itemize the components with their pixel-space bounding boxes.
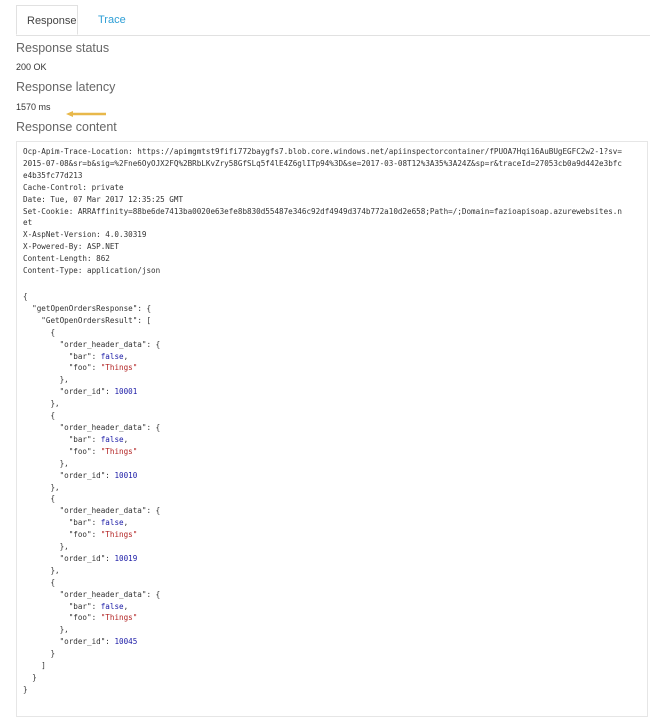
tab-trace[interactable]: Trace <box>98 14 126 26</box>
response-content-label: Response content <box>16 120 117 134</box>
json-brace: { <box>23 292 28 301</box>
header-line: X-AspNet-Version: 4.0.30319 <box>23 230 147 240</box>
tab-response[interactable]: Response <box>16 5 78 35</box>
json-number-value: 10001 <box>114 387 138 397</box>
json-punct: : <box>91 446 101 456</box>
response-headers <box>23 146 622 277</box>
json-punct: }, <box>59 625 69 635</box>
json-key: "foo" <box>68 446 92 456</box>
json-brace: { <box>50 577 56 587</box>
json-key: "getOpenOrdersResponse" <box>32 303 138 313</box>
json-key: "foo" <box>68 613 92 623</box>
json-bool-value: false <box>100 518 124 528</box>
json-punct: }, <box>59 542 69 552</box>
json-number-value: 10019 <box>114 553 138 563</box>
json-key: "foo" <box>68 530 92 540</box>
arrow-annotation-icon <box>66 111 106 117</box>
json-punct: , <box>123 351 129 361</box>
json-brace: } <box>23 684 28 694</box>
json-key: "order_header_data" <box>59 422 147 432</box>
json-key: "order_id" <box>59 470 106 480</box>
json-punct: , <box>123 601 129 611</box>
header-line: Date: Tue, 07 Mar 2017 12:35:25 GMT <box>23 194 184 204</box>
json-string-value: "Things" <box>100 613 138 623</box>
response-status-value: 200 OK <box>16 62 47 72</box>
json-punct: }, <box>59 375 69 385</box>
json-punct: : { <box>146 506 161 516</box>
json-key: "bar" <box>68 351 92 361</box>
json-brace: }, <box>50 399 60 409</box>
json-number-value: 10045 <box>114 637 138 647</box>
json-punct: : { <box>146 422 161 432</box>
json-brace: }, <box>50 482 60 492</box>
json-punct: : <box>105 387 115 397</box>
json-key: "bar" <box>68 518 92 528</box>
json-punct: : { <box>146 339 161 349</box>
json-key: "order_id" <box>59 553 106 563</box>
header-line: 2015-07-08&sr=b&sig=%2Fne6OyOJX2FQ%2BRbLKvZry58GfSLq5f4lE4Z6glITp94%3D&se=2017-03-08T12%3A35%3A24Z&sp=r&traceId=27053cb0a9d442e3bfc <box>23 158 622 168</box>
header-line: Content-Type: application/json <box>23 266 161 276</box>
json-punct: : <box>91 530 101 540</box>
json-punct: ] <box>41 661 46 671</box>
header-line: X-Powered-By: ASP.NET <box>23 242 120 252</box>
json-punct: , <box>123 434 129 444</box>
response-json <box>23 291 160 696</box>
json-punct: : <box>91 363 101 373</box>
header-line: Content-Length: 862 <box>23 254 110 264</box>
json-punct: , <box>123 518 129 528</box>
json-punct: : <box>105 470 115 480</box>
json-key: "bar" <box>68 601 92 611</box>
json-key: "foo" <box>68 363 92 373</box>
header-line: Set-Cookie: ARRAffinity=88be6de7413ba0020e63efe8b830d55487e346c92df4949d374b772a10d2e658;Path=/;Domain=fazioapisoap.azurewebsites.n <box>23 206 622 216</box>
header-line: Cache-Control: private <box>23 182 124 192</box>
json-key: "order_header_data" <box>59 339 147 349</box>
json-brace: { <box>50 494 56 504</box>
header-line: e4b35fc77d213 <box>23 170 83 180</box>
json-punct: : { <box>137 303 152 313</box>
json-punct: : <box>105 553 115 563</box>
json-brace: { <box>50 411 56 421</box>
response-status-label: Response status <box>16 41 110 55</box>
json-punct: : <box>105 637 115 647</box>
json-key: "GetOpenOrdersResult" <box>41 315 138 325</box>
json-bool-value: false <box>100 601 124 611</box>
json-punct: : <box>91 434 101 444</box>
json-punct: : <box>91 601 101 611</box>
response-latency-value: 1570 ms <box>16 102 51 112</box>
json-brace: { <box>50 327 56 337</box>
json-string-value: "Things" <box>100 446 138 456</box>
json-punct: : <box>91 613 101 623</box>
json-number-value: 10010 <box>114 470 138 480</box>
json-punct: : { <box>146 589 161 599</box>
tab-bar <box>16 5 650 36</box>
json-string-value: "Things" <box>100 530 138 540</box>
json-string-value: "Things" <box>100 363 138 373</box>
json-key: "order_header_data" <box>59 506 147 516</box>
header-line: Ocp-Apim-Trace-Location: https://apimgmtst9fifi772baygfs7.blob.core.windows.net/apiinspectorcontainer/fPUOA7Hqi16AuBUgEGFC2w2-1?sv= <box>23 147 622 156</box>
header-line: et <box>23 218 33 228</box>
response-latency-label: Response latency <box>16 80 116 94</box>
json-brace: } <box>32 673 37 682</box>
response-content-box[interactable] <box>16 141 648 717</box>
json-punct: : <box>91 518 101 528</box>
json-bool-value: false <box>100 434 124 444</box>
json-brace: }, <box>50 565 60 575</box>
json-punct: : <box>91 351 101 361</box>
json-key: "order_header_data" <box>59 589 147 599</box>
json-brace: } <box>50 649 56 659</box>
json-key: "bar" <box>68 434 92 444</box>
json-bool-value: false <box>100 351 124 361</box>
json-key: "order_id" <box>59 637 106 647</box>
json-key: "order_id" <box>59 387 106 397</box>
json-punct: }, <box>59 458 69 468</box>
json-punct: : [ <box>137 315 152 325</box>
